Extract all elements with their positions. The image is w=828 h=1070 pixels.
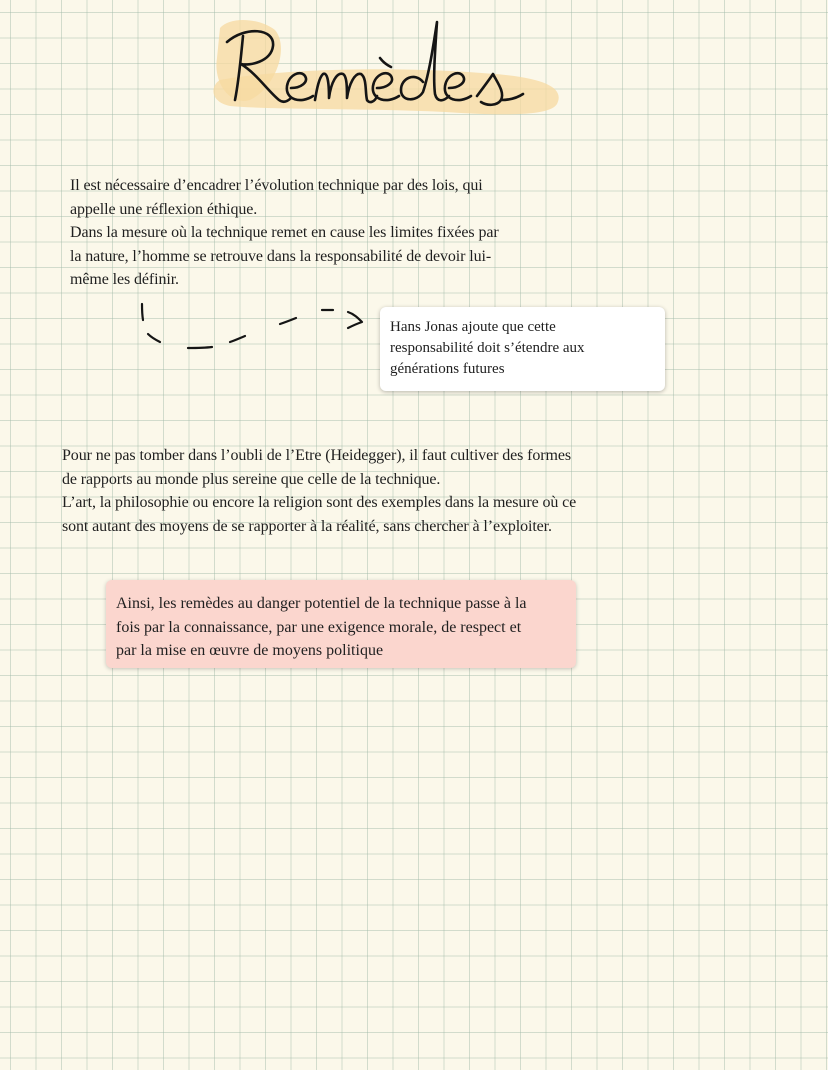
- page-title: [205, 8, 575, 128]
- text-line: la nature, l’homme se retrouve dans la responsabilité de devoir lui-: [70, 247, 492, 265]
- text-line: de rapports au monde plus sereine que celle de la technique.: [62, 470, 441, 488]
- note-line: Hans Jonas ajoute que cette: [390, 319, 556, 335]
- text-line: L’art, la philosophie ou encore la religion sont des exemples dans la mesure où ce: [62, 494, 577, 511]
- text-line: appelle une réflexion éthique.: [70, 200, 258, 218]
- conclusion-card: [106, 580, 576, 668]
- paragraph-ethics: [70, 174, 580, 292]
- title-handwriting-drawing: [205, 8, 575, 128]
- conclusion-line: Ainsi, les remèdes au danger potentiel de la technique passe à la: [116, 595, 527, 612]
- jonas-note-card: [380, 307, 665, 391]
- text-line: sont autant des moyens de se rapporter à la réalité, sans chercher à l’exploiter.: [62, 517, 552, 535]
- conclusion-line: fois par la connaissance, par une exigence morale, de respect et: [116, 618, 522, 636]
- text-line: même les définir.: [70, 271, 179, 288]
- text-line: Dans la mesure où la technique remet en cause les limites fixées par: [70, 224, 499, 241]
- title-highlight-2: [213, 69, 558, 114]
- text-line: Il est nécessaire d’encadrer l’évolution technique par des lois, qui: [70, 177, 483, 194]
- text-line: Pour ne pas tomber dans l’oubli de l’Etre (Heidegger), il faut cultiver des formes: [62, 447, 571, 464]
- note-line: responsabilité doit s’étendre aux: [390, 340, 585, 356]
- dashed-arrow-icon: [130, 298, 370, 358]
- note-line: générations futures: [390, 361, 505, 377]
- paragraph-heidegger: [62, 444, 662, 538]
- conclusion-line: par la mise en œuvre de moyens politique: [116, 642, 384, 659]
